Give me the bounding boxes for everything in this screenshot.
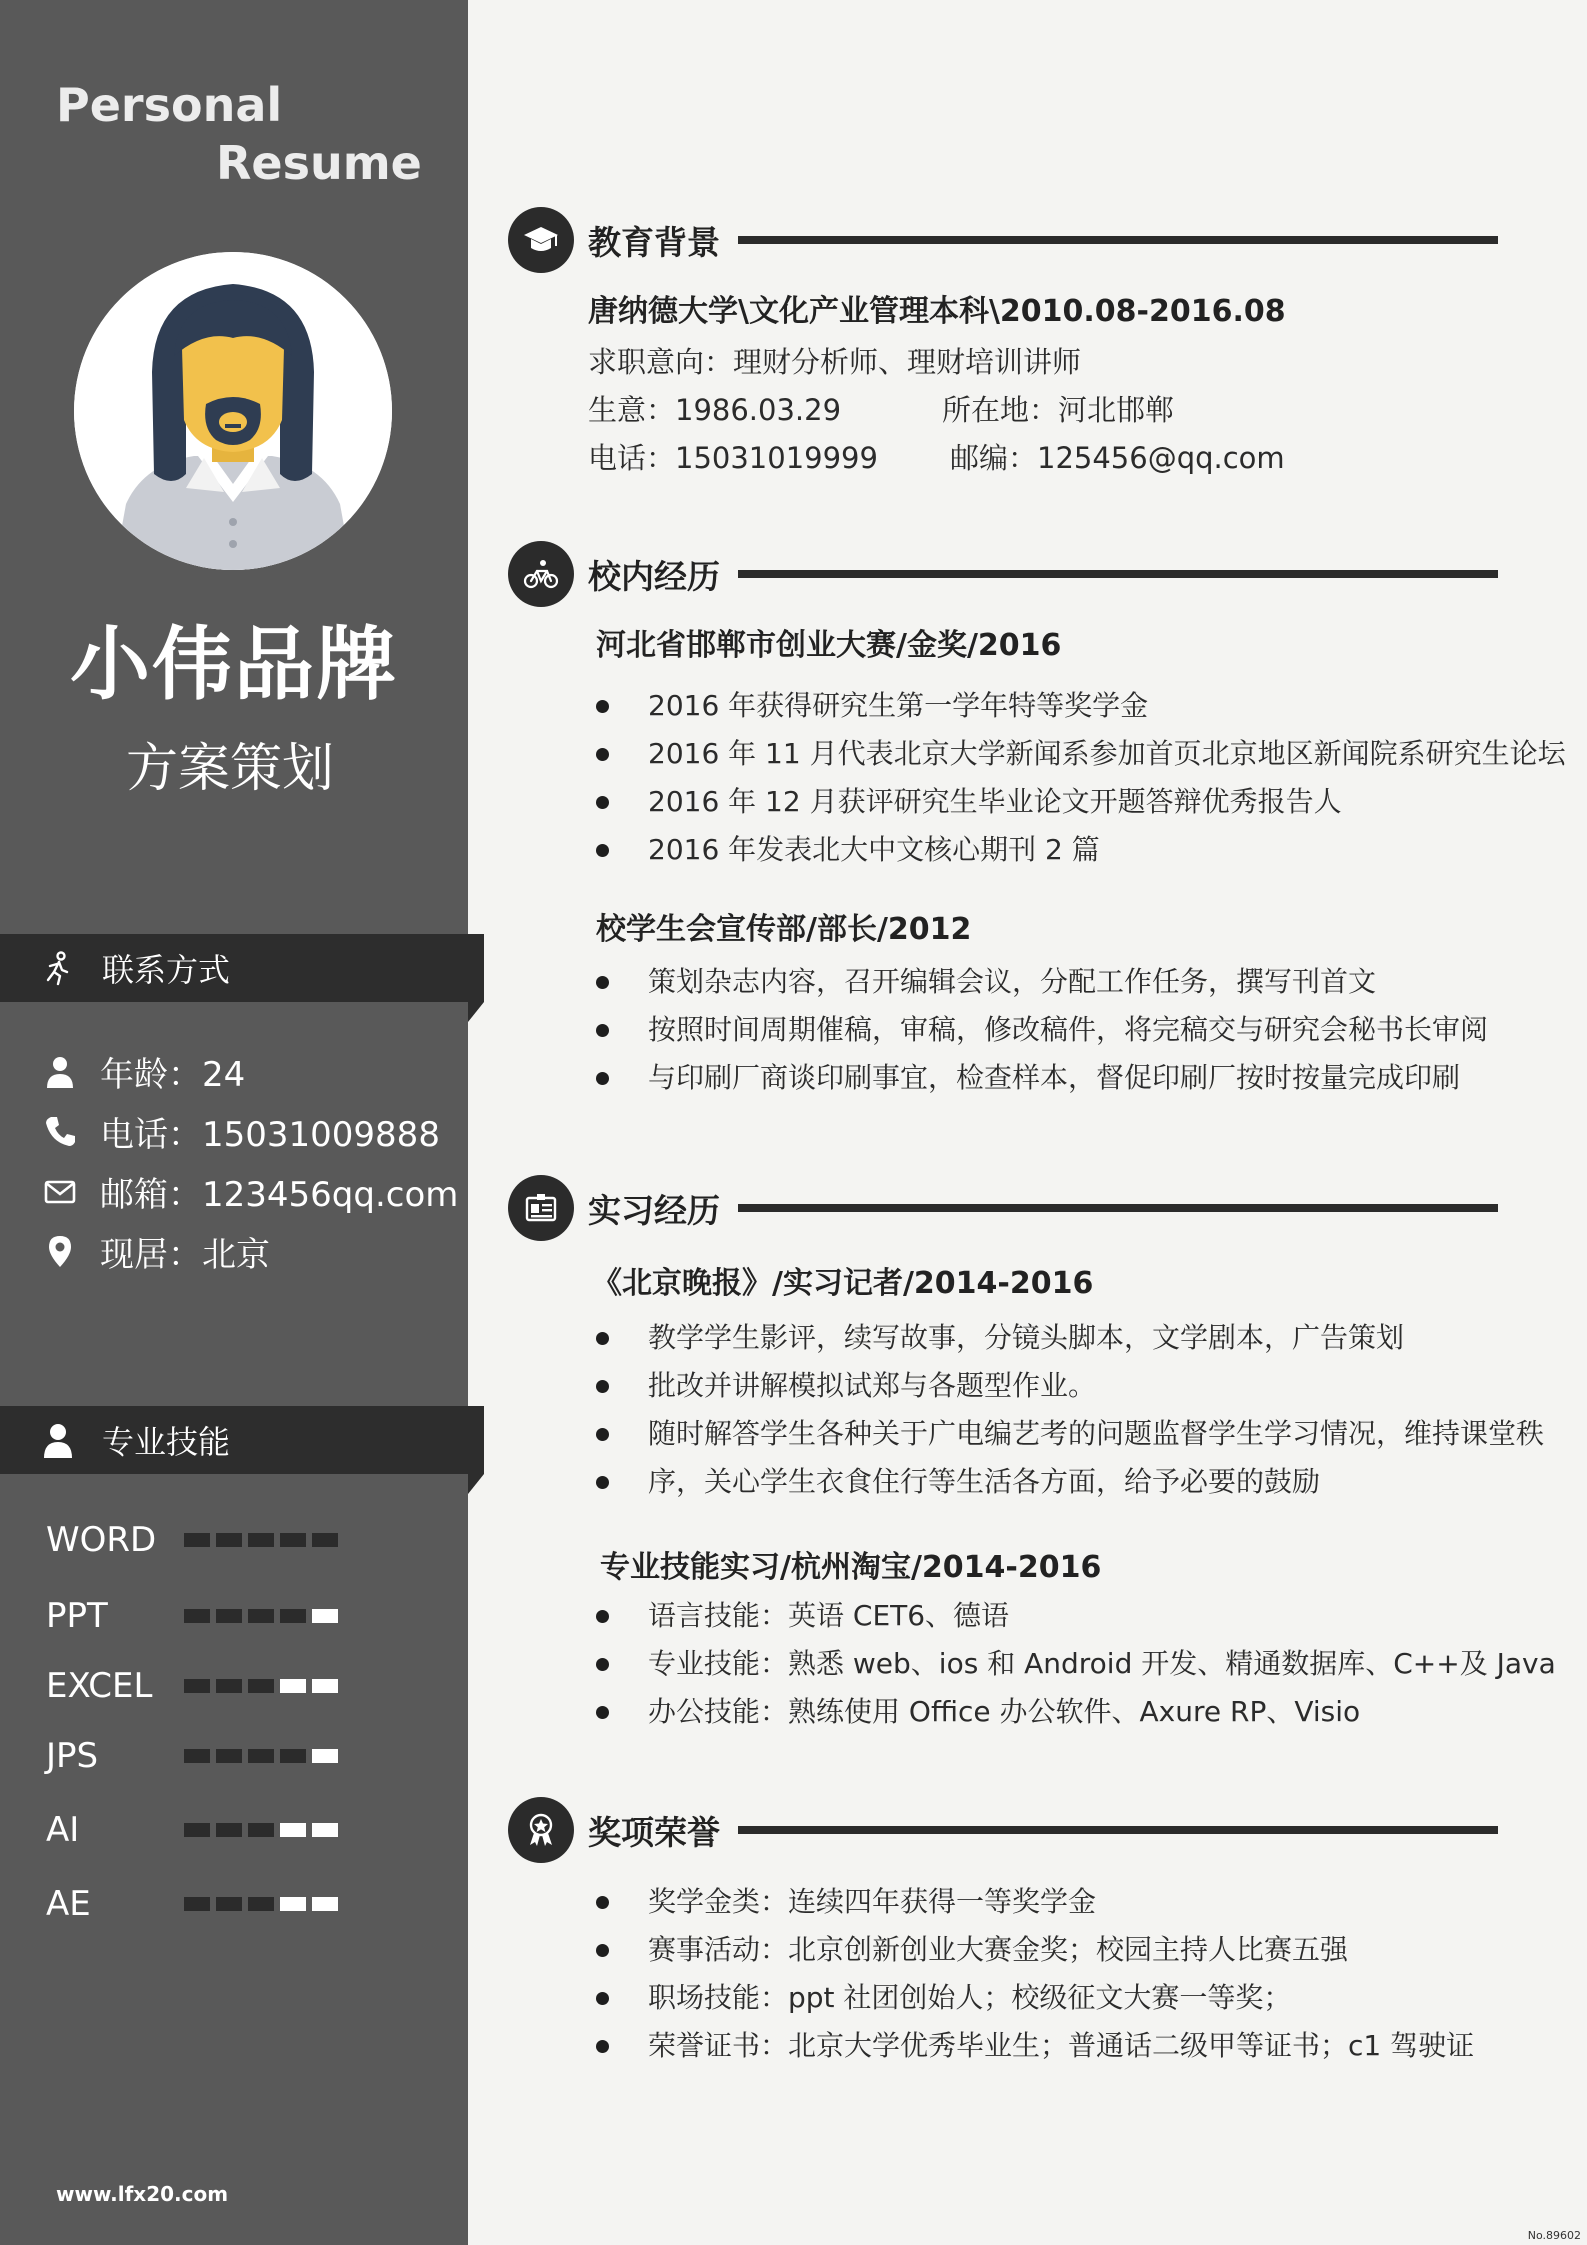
campus-group-list (596, 682, 1566, 874)
birth-date: 生意：1986.03.29 (588, 393, 842, 427)
skill-segment-filled (184, 1533, 210, 1547)
list-item: 赛事活动：北京创新创业大赛金奖；校园主持人比赛五强 (596, 1926, 1474, 1974)
skill-name: WORD (46, 1520, 157, 1560)
skill-segment-filled (184, 1609, 210, 1623)
skill-segment-empty (312, 1609, 338, 1623)
education-postcode: 邮编：125456@qq.com (950, 441, 1285, 475)
skill-segment-filled (216, 1823, 242, 1837)
contact-phone-text: 电话：15031009888 (100, 1114, 440, 1155)
list-item: 语言技能：英语 CET6、德语 (596, 1592, 1556, 1640)
internship-group-list (596, 1592, 1556, 1736)
skill-segment-filled (248, 1609, 274, 1623)
walking-person-icon (38, 948, 78, 988)
section-divider (738, 570, 1498, 578)
home-location: 所在地：河北邯郸 (942, 393, 1175, 427)
list-item: 序，关心学生衣食住行等生活各方面，给予必要的鼓励 (596, 1458, 1544, 1506)
awards-title: 奖项荣誉 (588, 1812, 720, 1852)
skill-segment-filled (312, 1533, 338, 1547)
campus-title: 校内经历 (588, 556, 720, 596)
internship-section-header (508, 1174, 1498, 1242)
skill-segment-empty (312, 1823, 338, 1837)
avatar-illustration (74, 252, 392, 570)
contact-location (40, 1226, 270, 1276)
brand-title-line2: Resume (216, 136, 422, 190)
list-item: 按照时间周期催稿，审稿，修改稿件，将完稿交与研究会秘书长审阅 (596, 1006, 1488, 1054)
skill-row (46, 1594, 406, 1638)
skill-segment-filled (216, 1749, 242, 1763)
list-item: 随时解答学生各种关于广电编艺考的问题监督学生学习情况，维持课堂秩 (596, 1410, 1544, 1458)
list-item: 2016 年 11 月代表北京大学新闻系参加首页北京地区新闻院系研究生论坛 (596, 730, 1566, 778)
sidebar (0, 0, 468, 2245)
education-phone: 电话：15031019999 (588, 441, 878, 475)
skill-segment-empty (280, 1679, 306, 1693)
job-intent: 求职意向：理财分析师、理财培训讲师 (588, 345, 1082, 379)
skill-segment-filled (184, 1679, 210, 1693)
internship-title: 实习经历 (588, 1190, 720, 1230)
contact-email-text: 邮箱：123456qq.com (100, 1174, 459, 1215)
list-item: 荣誉证书：北京大学优秀毕业生；普通话二级甲等证书；c1 驾驶证 (596, 2022, 1474, 2070)
skills-section-header (0, 1406, 484, 1474)
campus-section-header (508, 540, 1498, 608)
list-item: 职场技能：ppt 社团创始人；校级征文大赛一等奖； (596, 1974, 1474, 2022)
section-divider (738, 1826, 1498, 1834)
education-school: 唐纳德大学\文化产业管理本科\2010.08-2016.08 (588, 294, 1286, 329)
contact-section-header (0, 934, 484, 1002)
skill-segment-filled (216, 1609, 242, 1623)
bicycle-icon (508, 541, 574, 607)
list-item: 与印刷厂商谈印刷事宜，检查样本，督促印刷厂按时按量完成印刷 (596, 1054, 1488, 1102)
section-divider (738, 236, 1498, 244)
list-item: 办公技能：熟练使用 Office 办公软件、Axure RP、Visio (596, 1688, 1556, 1736)
skill-level-bar (184, 1823, 338, 1837)
list-item: 策划杂志内容，召开编辑会议，分配工作任务，撰写刊首文 (596, 958, 1488, 1006)
contact-location-text: 现居：北京 (100, 1234, 270, 1275)
skill-segment-filled (216, 1897, 242, 1911)
list-item: 教学学生影评，续写故事，分镜头脚本，文学剧本，广告策划 (596, 1314, 1544, 1362)
skill-row (46, 1518, 406, 1562)
list-item: 批改并讲解模拟试郑与各题型作业。 (596, 1362, 1544, 1410)
internship-group-heading: 专业技能实习/杭州淘宝/2014-2016 (600, 1550, 1102, 1585)
skill-segment-empty (280, 1823, 306, 1837)
skill-level-bar (184, 1679, 338, 1693)
skill-segment-filled (216, 1533, 242, 1547)
skills-section-title: 专业技能 (102, 1423, 231, 1461)
list-item: 2016 年获得研究生第一学年特等奖学金 (596, 682, 1566, 730)
person-icon (40, 1051, 80, 1091)
list-item: 奖学金类：连续四年获得一等奖学金 (596, 1878, 1474, 1926)
campus-group-heading: 校学生会宣传部/部长/2012 (596, 912, 972, 947)
phone-icon (40, 1111, 80, 1151)
list-item: 专业技能：熟悉 web、ios 和 Android 开发、精通数据库、C++及 Java (596, 1640, 1556, 1688)
graduation-cap-icon (508, 207, 574, 273)
skill-level-bar (184, 1533, 338, 1547)
person-title: 方案策划 (125, 739, 334, 799)
person-name: 小伟品牌 (70, 618, 398, 711)
skill-segment-filled (248, 1533, 274, 1547)
skill-segment-filled (280, 1749, 306, 1763)
skill-segment-filled (248, 1749, 274, 1763)
contact-email (40, 1166, 458, 1216)
skill-name: AE (46, 1884, 91, 1924)
internship-group-heading: 《北京晚报》/实习记者/2014-2016 (592, 1266, 1094, 1301)
brand-title-line1: Personal (56, 78, 283, 132)
skill-segment-empty (280, 1897, 306, 1911)
avatar (74, 252, 392, 570)
skill-name: EXCEL (46, 1666, 153, 1706)
campus-group-list (596, 958, 1488, 1102)
site-url[interactable]: www.lfx20.com (56, 2182, 229, 2206)
awards-section-header (508, 1796, 1498, 1864)
awards-list (596, 1878, 1474, 2070)
skill-segment-filled (280, 1533, 306, 1547)
skill-row (46, 1882, 406, 1926)
skill-segment-filled (248, 1897, 274, 1911)
skill-name: JPS (46, 1736, 99, 1776)
skill-segment-empty (312, 1897, 338, 1911)
id-card-icon (508, 1175, 574, 1241)
contact-age (40, 1046, 245, 1096)
skill-row (46, 1734, 406, 1778)
award-ribbon-icon (508, 1797, 574, 1863)
campus-group-heading: 河北省邯郸市创业大赛/金奖/2016 (596, 628, 1062, 663)
skill-segment-filled (280, 1609, 306, 1623)
contact-phone (40, 1106, 440, 1156)
skill-level-bar (184, 1749, 338, 1763)
skill-segment-filled (216, 1679, 242, 1693)
skill-segment-filled (184, 1897, 210, 1911)
skill-segment-filled (248, 1823, 274, 1837)
education-section-header (508, 206, 1498, 274)
skill-row (46, 1808, 406, 1852)
list-item: 2016 年 12 月获评研究生毕业论文开题答辩优秀报告人 (596, 778, 1566, 826)
education-title: 教育背景 (588, 222, 720, 262)
user-icon (38, 1420, 78, 1460)
skill-name: PPT (46, 1596, 108, 1636)
skill-level-bar (184, 1609, 338, 1623)
skill-segment-empty (312, 1749, 338, 1763)
section-divider (738, 1204, 1498, 1212)
skill-name: AI (46, 1810, 80, 1850)
contact-age-text: 年龄：24 (100, 1054, 246, 1095)
skill-segment-empty (312, 1679, 338, 1693)
location-pin-icon (40, 1231, 80, 1271)
mail-icon (40, 1171, 80, 1211)
skill-level-bar (184, 1897, 338, 1911)
skill-row (46, 1664, 406, 1708)
list-item: 2016 年发表北大中文核心期刊 2 篇 (596, 826, 1566, 874)
skill-segment-filled (184, 1749, 210, 1763)
skill-segment-filled (248, 1679, 274, 1693)
page-number: No.89602 (1527, 2229, 1581, 2242)
internship-group-list (596, 1314, 1544, 1506)
skill-segment-filled (184, 1823, 210, 1837)
contact-section-title: 联系方式 (102, 951, 231, 989)
